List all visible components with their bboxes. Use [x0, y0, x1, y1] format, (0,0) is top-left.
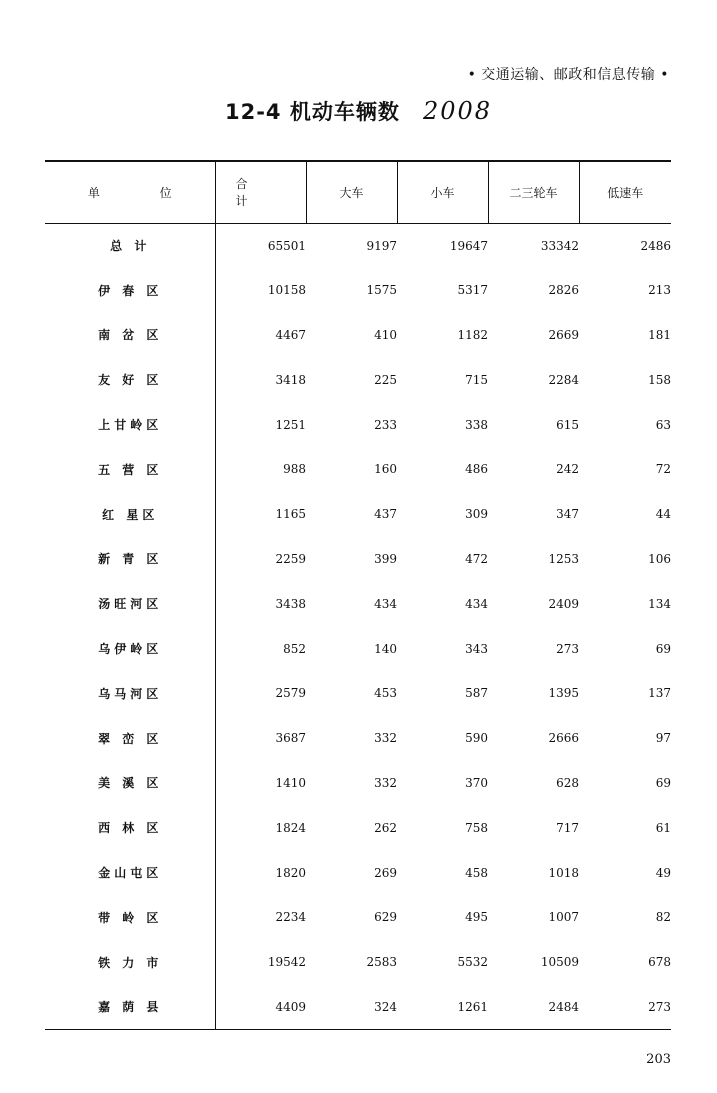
- row-value-cell: 2409: [548, 596, 579, 611]
- row-value-cell: 49: [655, 865, 671, 880]
- row-unit-name: 伊 春 区: [45, 268, 215, 313]
- column-header-large: 大车: [306, 161, 397, 223]
- row-unit-name: 新 青 区: [45, 537, 215, 582]
- row-value-cell: 1824: [275, 820, 306, 835]
- row-value-cell: 1575: [366, 283, 397, 298]
- section-header: • 交通运输、邮政和信息传输 •: [467, 67, 669, 83]
- table-row: [45, 223, 671, 268]
- row-value-cell: 437: [374, 507, 397, 522]
- row-unit-name: 友 好 区: [45, 357, 215, 402]
- row-value-cell: 486: [465, 462, 488, 477]
- row-value-cell: 10158: [267, 283, 306, 298]
- row-value-cell: 1820: [275, 865, 306, 880]
- row-value-cell: 134: [648, 596, 671, 611]
- row-value-cell: 160: [374, 462, 397, 477]
- row-value-cell: 225: [374, 372, 397, 387]
- row-value-cell: 472: [465, 551, 488, 566]
- row-value-cell: 615: [556, 417, 579, 432]
- row-unit-name: 金山屯区: [45, 850, 215, 895]
- column-header-small: 小车: [397, 161, 488, 223]
- row-unit-name: 铁 力 市: [45, 940, 215, 985]
- row-value-cell: 97: [655, 731, 671, 746]
- row-unit-name: 西 林 区: [45, 805, 215, 850]
- table-row: [45, 850, 671, 895]
- table-row: [45, 985, 671, 1030]
- row-value-cell: 3438: [275, 596, 306, 611]
- row-value-cell: 1395: [548, 686, 579, 701]
- row-value-cell: 2259: [275, 551, 306, 566]
- table-row: [45, 940, 671, 985]
- row-value-cell: 69: [655, 641, 671, 656]
- row-value-cell: 2583: [366, 955, 397, 970]
- row-value-cell: 715: [465, 372, 488, 387]
- row-value-cell: 587: [465, 686, 488, 701]
- row-value-cell: 1253: [548, 551, 579, 566]
- row-value-cell: 332: [374, 731, 397, 746]
- row-value-cell: 140: [374, 641, 397, 656]
- table-row: [45, 581, 671, 626]
- row-value-cell: 347: [556, 507, 579, 522]
- column-header-low-speed: 低速车: [579, 161, 671, 223]
- table-row: [45, 805, 671, 850]
- row-value-cell: 242: [556, 462, 579, 477]
- column-header-two-three-wheel: 二三轮车: [488, 161, 579, 223]
- table-row: [45, 895, 671, 940]
- row-value-cell: 309: [465, 507, 488, 522]
- row-value-cell: 273: [556, 641, 579, 656]
- table-title: 12-4 机动车辆数: [224, 100, 400, 124]
- row-value-cell: 332: [374, 775, 397, 790]
- row-value-cell: 1007: [548, 910, 579, 925]
- table-row: [45, 268, 671, 313]
- row-value-cell: 9197: [366, 238, 397, 253]
- row-unit-name: 汤旺河区: [45, 581, 215, 626]
- row-value-cell: 1410: [275, 775, 306, 790]
- row-value-cell: 65501: [267, 238, 306, 253]
- row-value-cell: 410: [374, 327, 397, 342]
- table-row: [45, 716, 671, 761]
- row-unit-name: 五 营 区: [45, 447, 215, 492]
- row-value-cell: 72: [655, 462, 671, 477]
- row-unit-name: 乌马河区: [45, 671, 215, 716]
- row-value-cell: 2484: [488, 985, 579, 1030]
- row-value-cell: 852: [283, 641, 306, 656]
- row-value-cell: 61: [655, 820, 671, 835]
- row-value-cell: 19647: [449, 238, 488, 253]
- table-row: [45, 402, 671, 447]
- row-value-cell: 10509: [540, 955, 579, 970]
- table-row: [45, 761, 671, 806]
- row-value-cell: 1261: [397, 985, 488, 1030]
- table-row: [45, 671, 671, 716]
- row-value-cell: 758: [465, 820, 488, 835]
- row-value-cell: 399: [374, 551, 397, 566]
- row-value-cell: 233: [374, 417, 397, 432]
- row-value-cell: 458: [465, 865, 488, 880]
- row-value-cell: 434: [374, 596, 397, 611]
- row-value-cell: 82: [655, 910, 671, 925]
- row-value-cell: 495: [465, 910, 488, 925]
- table-row: [45, 447, 671, 492]
- row-value-cell: 5317: [457, 283, 488, 298]
- row-value-cell: 628: [556, 775, 579, 790]
- handwritten-year-note: 2008: [422, 97, 493, 125]
- row-value-cell: 370: [465, 775, 488, 790]
- row-unit-name: 翠 峦 区: [45, 716, 215, 761]
- row-value-cell: 1251: [275, 417, 306, 432]
- row-value-cell: 181: [648, 327, 671, 342]
- row-value-cell: 2666: [548, 731, 579, 746]
- row-value-cell: 19542: [267, 955, 306, 970]
- row-value-cell: 4467: [275, 327, 306, 342]
- row-value-cell: 2234: [275, 910, 306, 925]
- table-row: [45, 313, 671, 358]
- row-value-cell: 4409: [215, 985, 306, 1030]
- row-value-cell: 63: [655, 417, 671, 432]
- row-unit-name: 南 岔 区: [45, 313, 215, 358]
- row-value-cell: 269: [374, 865, 397, 880]
- title-block: [0, 96, 717, 126]
- row-value-cell: 2579: [275, 686, 306, 701]
- row-unit-name: 美 溪 区: [45, 761, 215, 806]
- row-value-cell: 5532: [457, 955, 488, 970]
- table-row: [45, 492, 671, 537]
- row-unit-name: 嘉 荫 县: [45, 985, 215, 1030]
- row-value-cell: 678: [648, 955, 671, 970]
- row-unit-name: 带 岭 区: [45, 895, 215, 940]
- row-value-cell: 988: [283, 462, 306, 477]
- row-value-cell: 453: [374, 686, 397, 701]
- page-number: 203: [646, 1052, 671, 1067]
- row-value-cell: 1182: [457, 327, 488, 342]
- row-value-cell: 324: [306, 985, 397, 1030]
- column-header-unit: 单 位: [87, 185, 200, 200]
- row-unit-name: 上甘岭区: [45, 402, 215, 447]
- row-value-cell: 3687: [275, 731, 306, 746]
- row-value-cell: 1018: [548, 865, 579, 880]
- table-header-row: [45, 161, 671, 223]
- row-value-cell: 2669: [548, 327, 579, 342]
- row-value-cell: 338: [465, 417, 488, 432]
- table-row: [45, 537, 671, 582]
- row-unit-name: 总 计: [45, 223, 215, 268]
- row-value-cell: 629: [374, 910, 397, 925]
- row-value-cell: 273: [579, 985, 671, 1030]
- row-value-cell: 434: [465, 596, 488, 611]
- vehicle-count-table: [45, 160, 671, 1030]
- row-value-cell: 343: [465, 641, 488, 656]
- row-value-cell: 262: [374, 820, 397, 835]
- row-value-cell: 44: [655, 507, 671, 522]
- row-value-cell: 137: [648, 686, 671, 701]
- row-value-cell: 33342: [540, 238, 579, 253]
- row-value-cell: 106: [648, 551, 671, 566]
- row-value-cell: 69: [655, 775, 671, 790]
- row-value-cell: 158: [648, 372, 671, 387]
- row-value-cell: 2826: [548, 283, 579, 298]
- table-row: [45, 357, 671, 402]
- row-value-cell: 213: [648, 283, 671, 298]
- row-value-cell: 590: [465, 731, 488, 746]
- row-value-cell: 2486: [640, 238, 671, 253]
- row-unit-name: 乌伊岭区: [45, 626, 215, 671]
- row-value-cell: 3418: [275, 372, 306, 387]
- row-value-cell: 2284: [548, 372, 579, 387]
- column-header-total: 合 计: [215, 161, 306, 223]
- row-unit-name: 红 星区: [45, 492, 215, 537]
- row-value-cell: 1165: [275, 507, 306, 522]
- row-value-cell: 717: [556, 820, 579, 835]
- table-row: [45, 626, 671, 671]
